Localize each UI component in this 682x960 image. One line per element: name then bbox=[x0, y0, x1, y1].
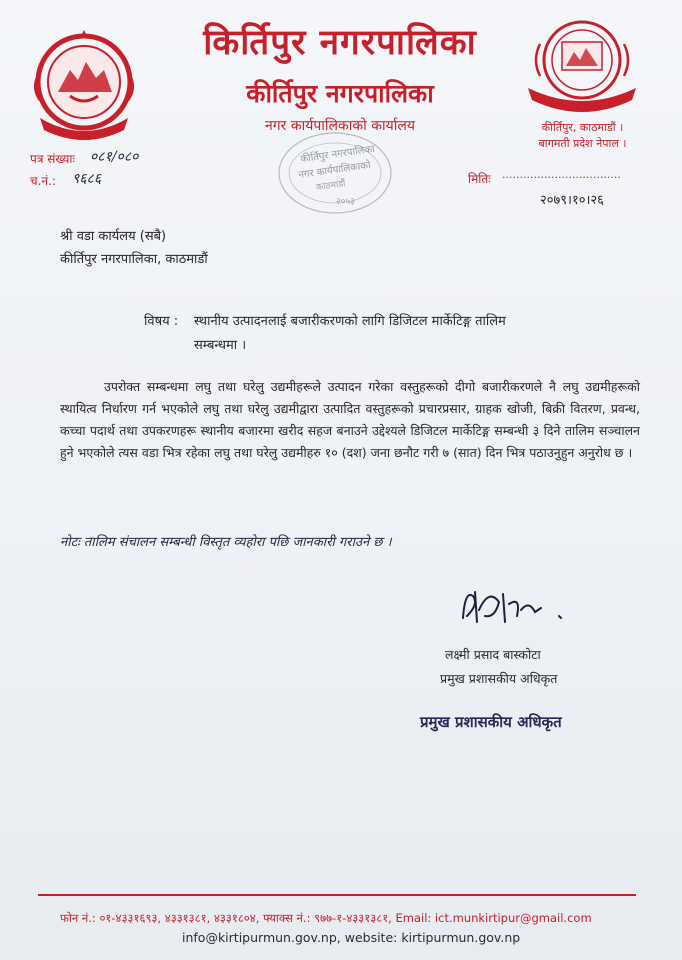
nepal-emblem-logo bbox=[30, 26, 138, 144]
footer-contact: फोन नं.: ०१-४३३१६९३, ४३३१३८१, ४३३१८०४, फ्याक्स नं.: ९७७-१-४३३१३८१, Email: ict.munkirtipur@gmail.com bbox=[60, 911, 592, 925]
subject-line2: सम्बन्धमा । bbox=[194, 338, 247, 353]
body-paragraph: उपरोक्त सम्बन्धमा लघु तथा घरेलु उद्यमीहरूले उत्पादन गरेका वस्तुहरूको दीगो बजारीकरणले नै लघु उद्यमीहरूको स्थायित्व निर्धारण गर्न भएकोले लघु तथा घरेलु उद्यमीद्वारा उत्पादित वस्तुहरूको प्रचारप्रसार, ग्राहक खोजी, बिक्री वितरण, प्रवन्ध, कच्चा पदार्थ तथा उपकरणहरू स्थानीय बजारमा खरीद सहज बनाउने उद्देश्यले डिजिटल मार्केटिङ्ग सम्बन्धी ३ दिने तालिम सञ्चालन हुने भएकोले त्यस वडा भित्र रहेका लघु तथा घरेलु उद्यमीहरु १० (दश) जना छनौट गरी ७ (सात) दिन भित्र पठाउनुहुन अनुरोध छ । bbox=[60, 379, 640, 460]
date-label: मितिः bbox=[468, 172, 491, 186]
patra-label: पत्र संख्याः bbox=[30, 152, 75, 166]
stamp-text-3: काठमाडौं bbox=[315, 178, 347, 193]
stamp-text-4: २०५३ bbox=[336, 197, 355, 207]
subject-label: विषय : bbox=[144, 314, 179, 329]
note-text: नोटः तालिम संचालन सम्बन्धी विस्तृत व्यहोरा पछि जानकारी गराउने छ । bbox=[60, 535, 392, 550]
office-name: नगर कार्यपालिकाको कार्यालय bbox=[265, 118, 415, 134]
handwritten-signature bbox=[455, 582, 585, 634]
signatory-name: लक्ष्मी प्रसाद बास्कोटा bbox=[445, 647, 541, 662]
recipient-line1: श्री वडा कार्यलय (सबै) bbox=[60, 229, 167, 244]
chalani-value: ९६८६ bbox=[72, 171, 102, 187]
patra-value: ०८१/०८० bbox=[90, 149, 139, 165]
municipality-title: किर्तिपुर नगरपालिका bbox=[203, 23, 477, 63]
municipality-subtitle: कीर्तिपुर नगरपालिका bbox=[246, 79, 434, 108]
footer-web: info@kirtipurmun.gov.np, website: kirtipurmun.gov.np bbox=[182, 930, 521, 945]
recipient-line2: कीर्तिपुर नगरपालिका, काठमाडौं bbox=[60, 252, 208, 267]
date-dots: .................................. bbox=[502, 168, 621, 181]
municipality-seal-logo bbox=[522, 14, 642, 114]
footer-divider bbox=[38, 894, 636, 896]
subject-line1: स्थानीय उत्पादनलाई बजारीकरणको लागि डिजिटल मार्केटिङ्ग तालिम bbox=[194, 314, 506, 329]
date-value: २०७९।१०।२६ bbox=[540, 193, 604, 208]
stamp-text-2: नगर कार्यपालिकाको bbox=[297, 159, 372, 181]
stamp-text-1: कीर्तिपुर नगरपालिका bbox=[299, 143, 376, 166]
office-address-line1: कीर्तिपुर, काठमाडौं । bbox=[541, 121, 624, 134]
chalani-label: च.नं.: bbox=[30, 174, 56, 188]
office-address-line2: बागमती प्रदेश नेपाल । bbox=[538, 137, 627, 150]
signatory-title-stamp: प्रमुख प्रशासकीय अधिकृत bbox=[420, 713, 562, 731]
signatory-title: प्रमुख प्रशासकीय अधिकृत bbox=[440, 671, 558, 686]
